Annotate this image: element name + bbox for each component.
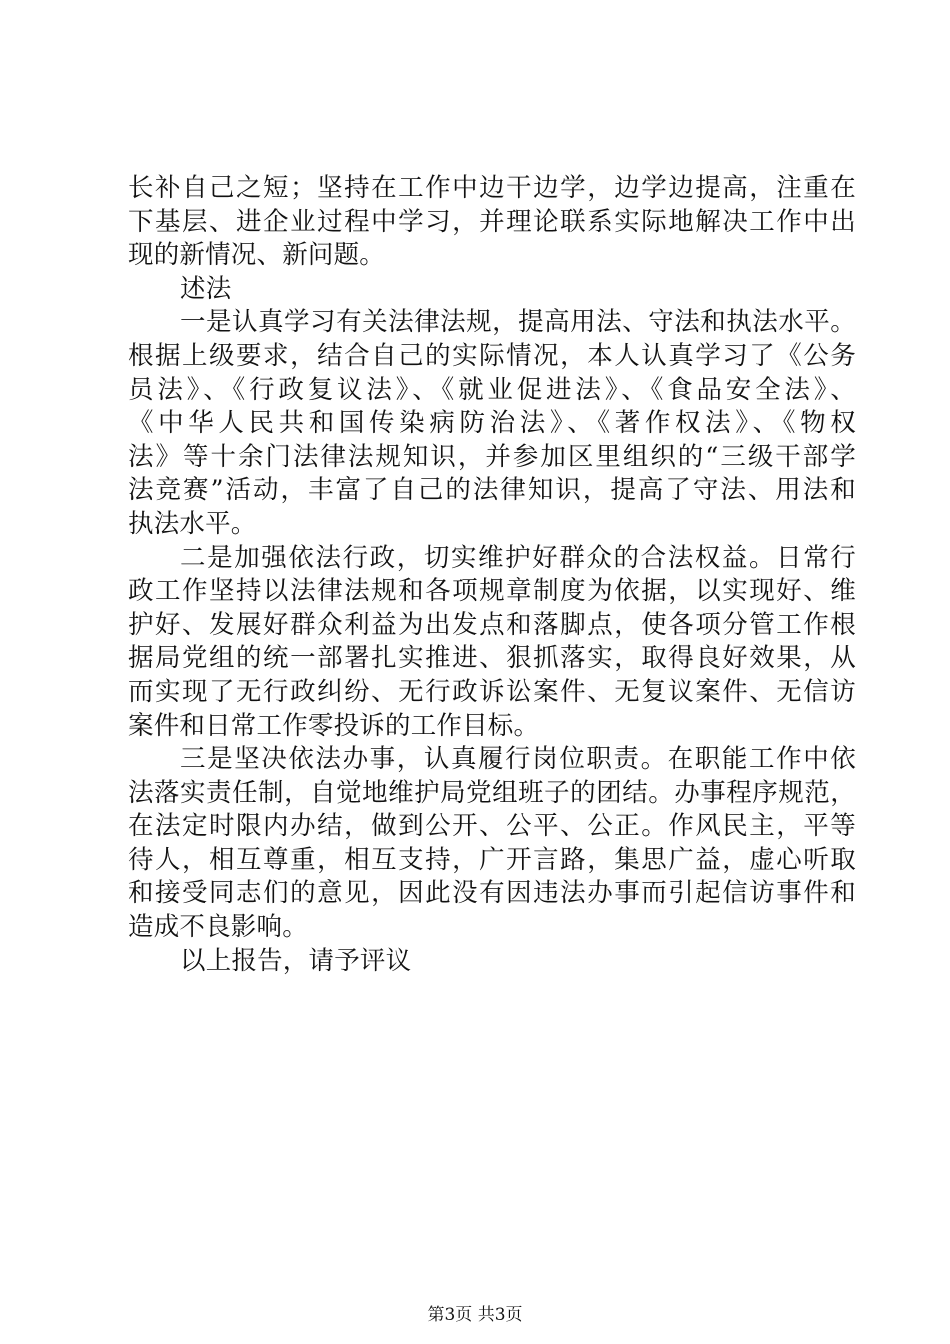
- text-line: 根据上级要求，结合自己的实际情况，本人认真学习了《公务: [128, 340, 856, 371]
- paragraph-first-line: 三是坚决依法办事，认真履行岗位职责。在职能工作中依: [180, 744, 856, 775]
- text-line: 下基层、进企业过程中学习，并理论联系实际地解决工作中出: [128, 206, 856, 237]
- text-line: 执法水平。: [128, 508, 257, 539]
- text-line: 而实现了无行政纠纷、无行政诉讼案件、无复议案件、无信访: [128, 676, 856, 707]
- text-line: 长补自己之短；坚持在工作中边干边学，边学边提高，注重在: [128, 173, 856, 203]
- closing-line: 以上报告，请予评议: [180, 945, 412, 976]
- section-heading: 述法: [180, 273, 232, 304]
- text-line: 据局党组的统一部署扎实推进、狠抓落实，取得良好效果，从: [128, 643, 856, 674]
- text-line: 案件和日常工作零投诉的工作目标。: [128, 710, 540, 741]
- text-line: 法落实责任制，自觉地维护局党组班子的团结。办事程序规范，: [128, 777, 856, 808]
- page-number-footer: 第3页 共3页: [427, 1305, 523, 1325]
- text-line: 造成不良影响。: [128, 912, 308, 943]
- text-line: 法》等十余门法律法规知识，并参加区里组织的“三级干部学: [128, 441, 856, 472]
- text-line: 法竞赛”活动，丰富了自己的法律知识，提高了守法、用法和: [128, 475, 856, 506]
- text-line: 现的新情况、新问题。: [128, 240, 386, 271]
- text-line: 护好、发展好群众利益为出发点和落脚点，使各项分管工作根: [128, 609, 856, 640]
- document-body: [128, 172, 856, 978]
- text-line: 和接受同志们的意见，因此没有因违法办事而引起信访事件和: [128, 878, 856, 909]
- text-line: 在法定时限内办结，做到公开、公平、公正。作风民主，平等: [128, 811, 856, 842]
- text-line: 政工作坚持以法律法规和各项规章制度为依据，以实现好、维: [128, 576, 856, 607]
- text-line: 待人，相互尊重，相互支持，广开言路，集思广益，虚心听取: [128, 844, 856, 875]
- text-line: 员法》、《行政复议法》、《就业促进法》、《食品安全法》、: [128, 374, 856, 405]
- paragraph-first-line: 一是认真学习有关法律法规，提高用法、守法和执法水平。: [180, 307, 856, 338]
- paragraph-first-line: 二是加强依法行政，切实维护好群众的合法权益。日常行: [180, 542, 856, 573]
- text-line: 《中华人民共和国传染病防治法》、《著作权法》、《物权: [128, 408, 856, 439]
